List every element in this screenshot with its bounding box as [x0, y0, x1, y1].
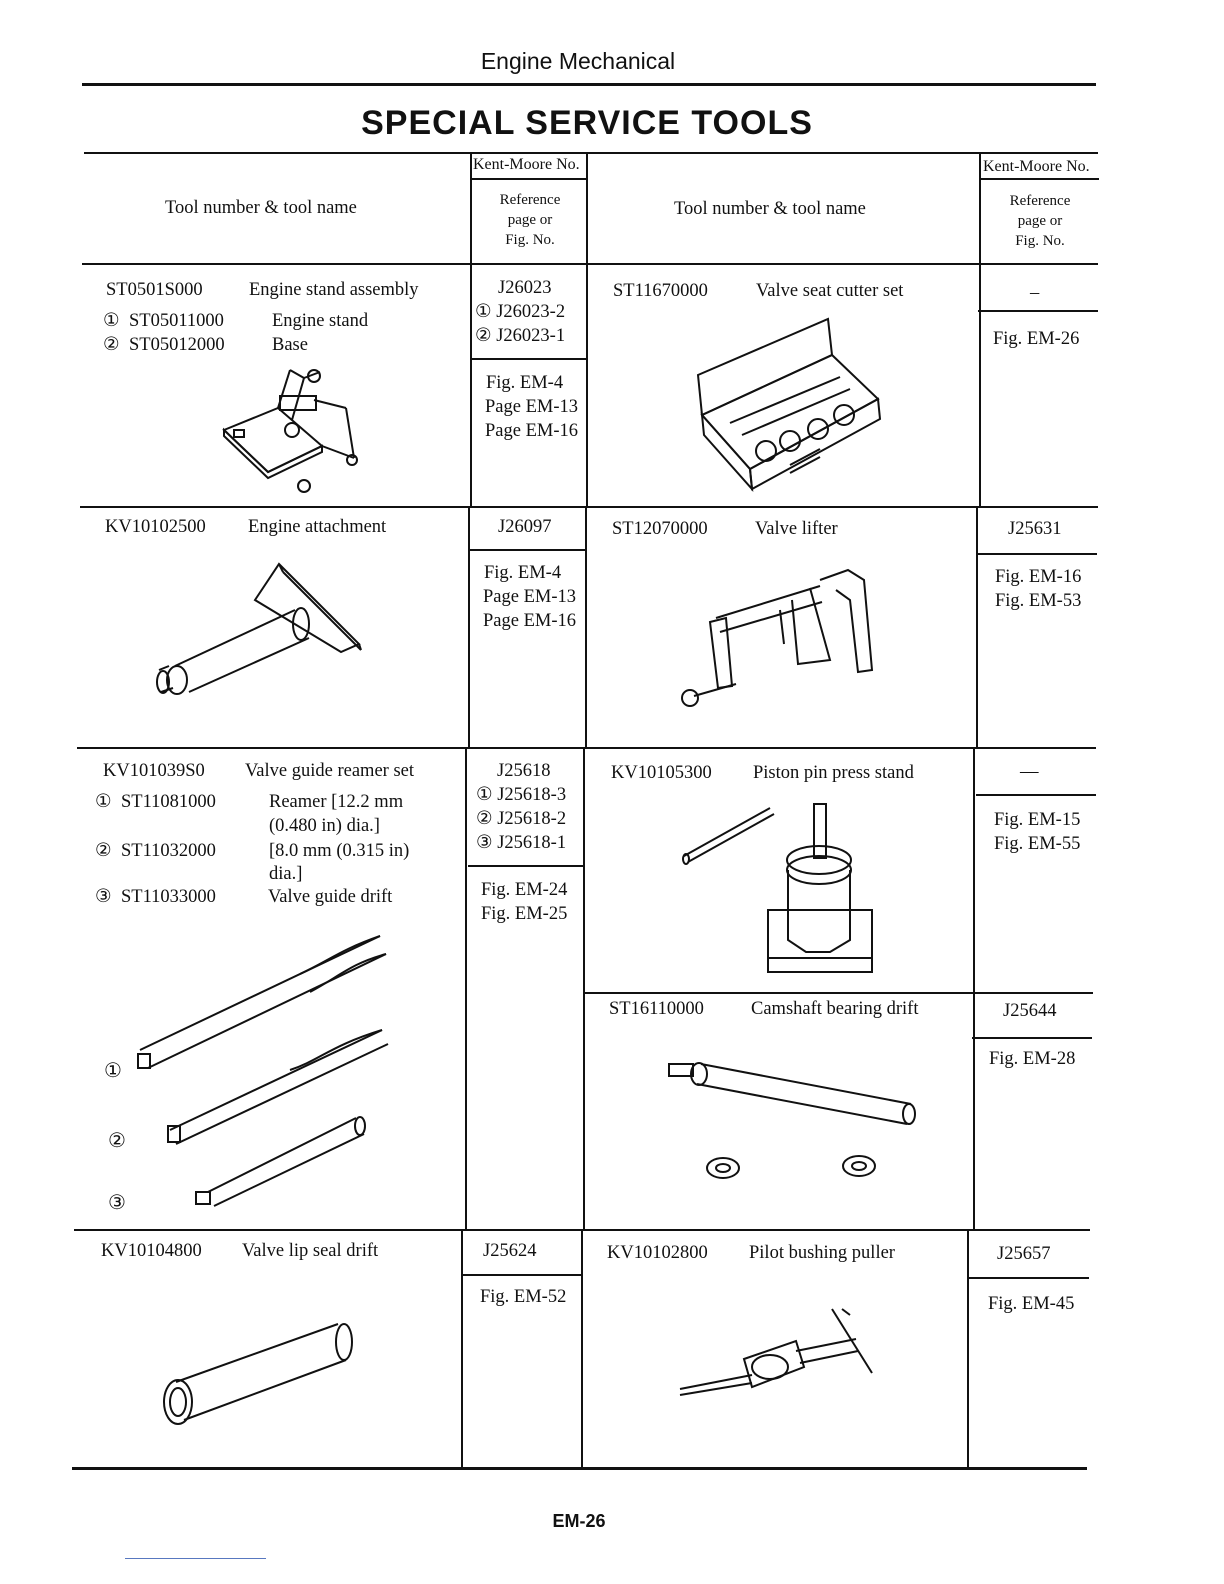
- part-marker: ①: [95, 792, 112, 812]
- reference-item: Fig. EM-45: [988, 1294, 1075, 1314]
- tool-name: Valve lifter: [755, 519, 838, 539]
- illustration-marker: ①: [104, 1060, 122, 1082]
- tool-name: Pilot bushing puller: [749, 1243, 895, 1263]
- reference-item: Fig. EM-53: [995, 591, 1082, 611]
- tool-number: ST0501S000: [106, 280, 203, 300]
- camshaft-bearing-drift-illustration: [665, 1050, 925, 1190]
- kent-moore-part: ② J25618-2: [476, 809, 567, 829]
- reference-item: Fig. EM-16: [995, 567, 1082, 587]
- tool-name: Engine attachment: [248, 517, 387, 537]
- tool-name: Valve seat cutter set: [756, 281, 904, 301]
- part-name-cont: (0.480 in) dia.]: [269, 816, 380, 836]
- kent-moore-number: —: [1020, 762, 1039, 782]
- col-header-tool-left: Tool number & tool name: [165, 198, 357, 218]
- part-name: Base: [272, 335, 308, 355]
- tool-name: Camshaft bearing drift: [751, 999, 919, 1019]
- engine-stand-illustration: [218, 360, 368, 500]
- pilot-bushing-puller-illustration: [672, 1305, 892, 1405]
- piston-pin-press-stand-illustration: [680, 800, 880, 980]
- header-rule: [82, 83, 1096, 86]
- tool-number: ST12070000: [612, 519, 708, 539]
- col-header-tool-right: Tool number & tool name: [674, 199, 866, 219]
- col-header-km-left: Kent-Moore No.: [473, 156, 580, 173]
- part-name: Engine stand: [272, 311, 369, 331]
- tool-number: KV10102800: [607, 1243, 708, 1263]
- kent-moore-number: J26097: [498, 517, 552, 537]
- tool-name: Piston pin press stand: [753, 763, 914, 783]
- tool-number: KV10104800: [101, 1241, 202, 1261]
- reference-item: Page EM-16: [483, 611, 576, 631]
- reference-item: Fig. EM-28: [989, 1049, 1076, 1069]
- reference-item: Fig. EM-25: [481, 904, 568, 924]
- kent-moore-part: ③ J25618-1: [476, 833, 567, 853]
- part-number: ST11032000: [121, 841, 216, 861]
- reference-item: Fig. EM-4: [486, 373, 564, 393]
- part-number: ST11081000: [121, 792, 216, 812]
- kent-moore-number: J25644: [1003, 1001, 1057, 1021]
- reference-item: Page EM-13: [485, 397, 578, 417]
- part-number: ST05012000: [129, 335, 225, 355]
- engine-attachment-illustration: [155, 560, 375, 710]
- reamer-set-illustration: [130, 920, 410, 1210]
- reference-item: Fig. EM-55: [994, 834, 1081, 854]
- kent-moore-number: J25657: [997, 1244, 1051, 1264]
- reference-item: Page EM-13: [483, 587, 576, 607]
- reference-item: Fig. EM-52: [480, 1287, 567, 1307]
- kent-moore-number: J25631: [1008, 519, 1062, 539]
- illustration-marker: ③: [108, 1192, 126, 1214]
- kent-moore-part: ② J26023-1: [475, 326, 566, 346]
- tool-name: Valve lip seal drift: [242, 1241, 379, 1261]
- col-header-ref-left: Reference page or Fig. No.: [499, 192, 561, 248]
- reference-item: Fig. EM-15: [994, 810, 1081, 830]
- tool-number: KV10102500: [105, 517, 206, 537]
- tool-name: Valve guide reamer set: [245, 761, 414, 781]
- kent-moore-number: –: [1030, 283, 1040, 303]
- footer-rule: [125, 1558, 266, 1559]
- illustration-marker: ②: [108, 1130, 126, 1152]
- part-name-cont: dia.]: [269, 864, 303, 884]
- valve-lip-seal-drift-illustration: [158, 1320, 358, 1430]
- tool-number: ST11670000: [613, 281, 708, 301]
- reference-item: Page EM-16: [485, 421, 578, 441]
- kent-moore-part: ① J25618-3: [476, 785, 567, 805]
- tool-number: KV101039S0: [103, 761, 205, 781]
- section-header: Engine Mechanical: [480, 48, 676, 74]
- col-header-km-right: Kent-Moore No.: [983, 158, 1090, 175]
- valve-seat-cutter-set-illustration: [690, 315, 890, 495]
- part-name: Reamer [12.2 mm: [269, 792, 404, 812]
- reference-item: Fig. EM-24: [481, 880, 568, 900]
- kent-moore-number: J25618: [497, 761, 551, 781]
- tool-name: Engine stand assembly: [249, 280, 419, 300]
- reference-item: Fig. EM-4: [484, 563, 562, 583]
- part-number: ST05011000: [129, 311, 224, 331]
- reference-item: Fig. EM-26: [993, 329, 1080, 349]
- part-marker: ①: [103, 311, 120, 331]
- col-header-ref-right: Reference page or Fig. No.: [1009, 193, 1071, 249]
- part-marker: ②: [103, 335, 120, 355]
- valve-lifter-illustration: [680, 560, 880, 710]
- kent-moore-number: J26023: [498, 278, 552, 298]
- kent-moore-number: J25624: [483, 1241, 537, 1261]
- part-name: Valve guide drift: [268, 887, 393, 907]
- tool-number: ST16110000: [609, 999, 704, 1019]
- part-number: ST11033000: [121, 887, 216, 907]
- page-title: SPECIAL SERVICE TOOLS: [361, 104, 813, 142]
- part-name: [8.0 mm (0.315 in): [269, 841, 410, 861]
- part-marker: ②: [95, 841, 112, 861]
- tool-number: KV10105300: [611, 763, 712, 783]
- kent-moore-part: ① J26023-2: [475, 302, 566, 322]
- part-marker: ③: [95, 887, 112, 907]
- page-number: EM-26: [552, 1511, 606, 1531]
